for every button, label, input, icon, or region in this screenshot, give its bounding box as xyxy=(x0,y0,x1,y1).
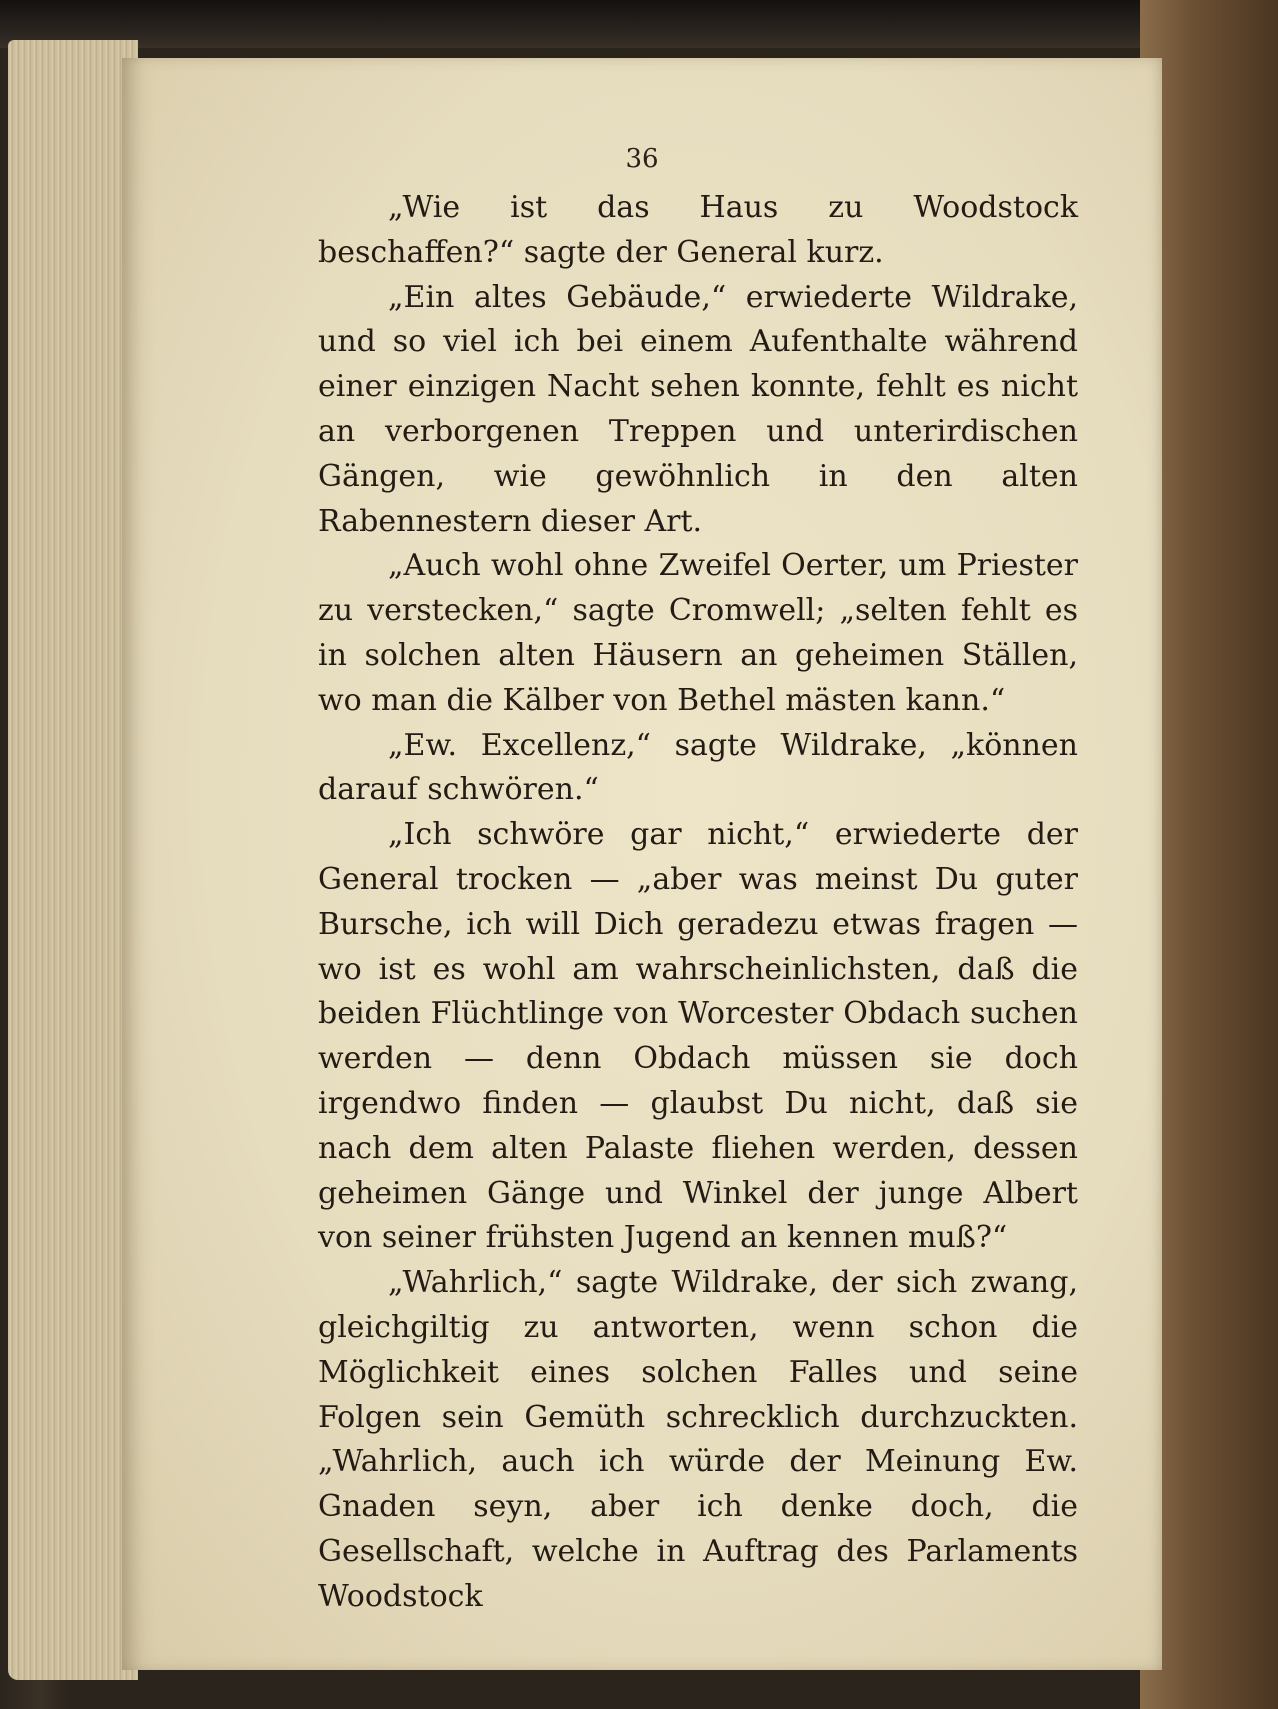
paragraph-6: „Wahrlich,“ sagte Wildrake, der sich zwang, gleichgiltig zu antworten, wenn schon die Möglichkeit eines solchen Falles und seine Folgen sein Gemüth schrecklich durchzuckten. „Wahrlich, auch ich würde der Meinung Ew. Gnaden seyn, aber ich denke doch, die Gesellschaft, welche in Auftrag des Parlaments Woodstock xyxy=(318,1265,1078,1614)
page-number: 36 xyxy=(625,144,659,174)
page-text xyxy=(318,186,1078,1620)
paragraph-5: „Ich schwöre gar nicht,“ erwiederte der General trocken — „aber was meinst Du guter Bursche, ich will Dich geradezu etwas fragen — wo ist es wohl am wahrscheinlichsten, daß die beiden Flüchtlinge von Worcester Obdach suchen werden — denn Obdach müssen sie doch irgendwo finden — glaubst Du nicht, daß sie nach dem alten Palaste fliehen werden, dessen geheimen Gänge und Winkel der junge Albert von seiner frühsten Jugend an kennen muß?“ xyxy=(318,817,1078,1256)
paragraph-3: „Auch wohl ohne Zweifel Oerter, um Priester zu verstecken,“ sagte Cromwell; „selten fehlt es in solchen alten Häusern an geheimen Ställen, wo man die Kälber von Bethel mästen kann.“ xyxy=(318,548,1078,718)
page-edges xyxy=(8,40,138,1680)
paragraph-2: „Ein altes Gebäude,“ erwiederte Wildrake, und so viel ich bei einem Aufenthalte während einer einzigen Nacht sehen konnte, fehlt es nicht an verborgenen Treppen und unterirdischen Gängen, wie gewöhnlich in den alten Rabennestern dieser Art. xyxy=(318,279,1078,539)
paragraph-4: „Ew. Excellenz,“ sagte Wildrake, „können darauf schwören.“ xyxy=(318,727,1078,808)
book-page xyxy=(122,58,1162,1670)
paragraph-1: „Wie ist das Haus zu Woodstock beschaffen?“ sagte der General kurz. xyxy=(318,190,1078,270)
book-cover-top xyxy=(0,0,1278,48)
